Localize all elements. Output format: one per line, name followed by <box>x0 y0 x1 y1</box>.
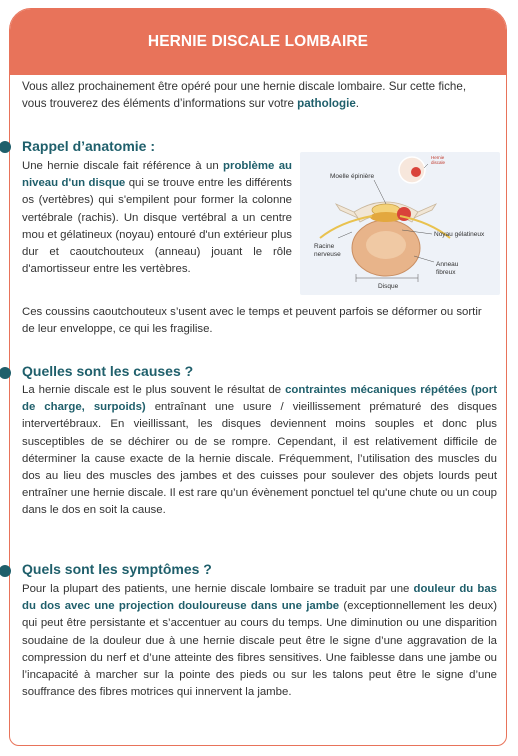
label-racine-1: Racine <box>314 243 335 250</box>
spine-anatomy-illustration <box>300 152 500 295</box>
label-anneau-2: fibreux <box>436 269 456 276</box>
intro-paragraph: Vous allez prochainement être opéré pour une hernie discale lombaire. Sur cette fiche, vous trouverez des éléments d’informations sur votre pathologie. <box>22 80 467 110</box>
anatomy-paragraph: Une hernie discale fait référence à un problème au niveau d'un disque qui se trouve entre les différents os (vertèbres) qui s'empilent pour former la colonne vertébrale (rachis). Un disque vertébral a un centre mou et gélatineux (noyau) entouré d'un extérieur plus dur et caoutchouteux (anneau) jouant le rôle d'amortisseur entre les vertèbres. <box>22 160 292 276</box>
symptoms-highlight: douleur du bas du dos avec une projection douloureuse dans une jambe <box>22 583 497 613</box>
section-title-anatomy: Rappel d’anatomie : <box>22 138 156 154</box>
section-title-symptoms: Quels sont les symptômes ? <box>22 561 212 577</box>
section-bullet-symptoms <box>0 565 11 577</box>
section-bullet-anatomy <box>0 141 11 153</box>
zoom-hernia-shape <box>411 167 421 177</box>
causes-paragraph: La hernie discale est le plus souvent le résultat de contraintes mécaniques répétées (port de charge, surpoids) entraînant une usure / vieillissement prématuré des disques intervertébraux. En vieillissant, les disques deviennent moins souples et donc plus susceptibles de se déchirer ou de se rompre. Cependant, il est relativement difficile de déterminer la cause exacte de la hernie discale. Fréquemment, l’utilisation des muscles du dos au lieu des muscles des jambes et des cuisses pour soulever des objets lourds peut entraîner une hernie discale. Il est rare qu’un évènement ponctuel tel qu'une chute ou un coup dans le dos en soit la cause. <box>22 384 497 517</box>
label-racine-2: nerveuse <box>314 251 341 258</box>
label-moelle: Moelle épinière <box>330 173 375 180</box>
section-title-causes: Quelles sont les causes ? <box>22 363 194 379</box>
label-anneau-1: Anneau <box>436 261 459 268</box>
anatomy-paragraph-2: Ces coussins caoutchouteux s’usent avec le temps et peuvent parfois se déformer ou sortir de leur enveloppe, ce qui les fragilise. <box>22 306 482 336</box>
label-disque: Disque <box>378 283 399 290</box>
label-hernie-2: discale <box>431 160 446 165</box>
intro-highlight: pathologie <box>297 97 356 110</box>
section-bullet-causes <box>0 367 11 379</box>
disc-inner-shape <box>366 231 406 259</box>
label-noyau: Noyau gélatineux <box>434 231 485 238</box>
transverse-process-left <box>336 204 358 218</box>
label-hernie-1: Hernie <box>431 155 445 160</box>
anatomy-highlight: problème au niveau d'un disque <box>22 160 292 190</box>
spine-anatomy-figure <box>300 152 500 295</box>
causes-highlight: contraintes mécaniques répétées (port de charge, surpoids) <box>22 384 497 414</box>
page-title: HERNIE DISCALE LOMBAIRE <box>147 33 369 50</box>
transverse-process-right <box>414 204 436 218</box>
symptoms-paragraph: Pour la plupart des patients, une hernie discale lombaire se traduit par une douleur du bas du dos avec une projection douloureuse dans une jambe (exceptionnellement les deux) qui peut être persistante et s’accentuer au cours du temps. Une diminution ou une disparition soudaine de la douleur due à une hernie discale peut être le signe d’une aggravation de la compression du nerf et d’une atteinte des fibres sensitives. Une faiblesse dans une jambe ou l’incapacité à marcher sur la pointe des pieds ou sur les talons peut être le signe d’une souffrance des fibres motrices qui innervent la jambe. <box>22 583 497 699</box>
